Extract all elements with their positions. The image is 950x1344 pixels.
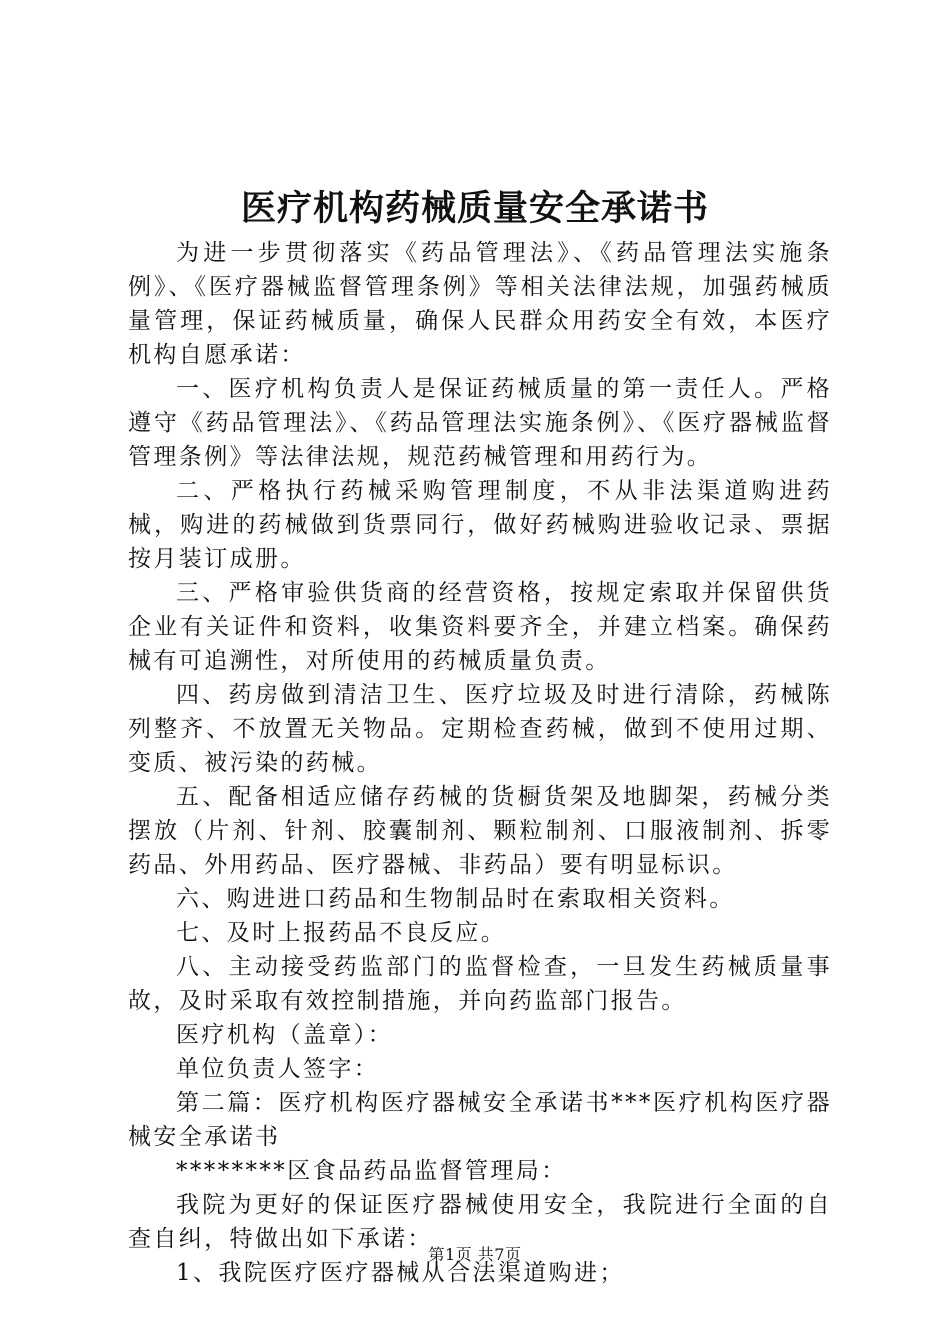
document-title: 医疗机构药械质量安全承诺书 [240,188,709,229]
document-body [128,236,832,1290]
paragraph-item-7: 七、及时上报药品不良反应。 [176,920,507,946]
paragraph-item-2: 二、严格执行药械采购管理制度，不从非法渠道购进药械，购进的药械做到货票同行，做好药械购进验收记录、票据按月装订成册。 [128,478,832,572]
page-number: 第1页 共7页 [428,1245,522,1264]
seal-line: 医疗机构（盖章）： [176,1022,394,1048]
paragraph-item-5: 五、配备相适应储存药械的货橱货架及地脚架，药械分类摆放（片剂、针剂、胶囊制剂、颗粒制剂、口服液制剂、拆零药品、外用药品、医疗器械、非药品）要有明显标识。 [128,784,832,878]
paragraph-intro: 为进一步贯彻落实《药品管理法》、《药品管理法实施条例》、《医疗器械监督管理条例》等相关法律法规，加强药械质量管理，保证药械质量，确保人民群众用药安全有效，本医疗机构自愿承诺： [128,240,832,368]
signature-line: 单位负责人签字： [176,1056,380,1082]
paragraph-item-1: 一、医疗机构负责人是保证药械质量的第一责任人。严格遵守《药品管理法》、《药品管理法实施条例》、《医疗器械监督管理条例》等法律法规，规范药械管理和用药行为。 [128,376,832,470]
paragraph-item-3: 三、严格审验供货商的经营资格，按规定索取并保留供货企业有关证件和资料，收集资料要齐全，并建立档案。确保药械有可追溯性，对所使用的药械质量负责。 [128,580,832,674]
paragraph-item-6: 六、购进进口药品和生物制品时在索取相关资料。 [176,886,735,912]
addressee-line: ********区食品药品监督管理局： [176,1158,567,1184]
second-chapter-heading: 第二篇：医疗机构医疗器械安全承诺书***医疗机构医疗器械安全承诺书 [128,1090,832,1150]
second-chapter-intro: 我院为更好的保证医疗器械使用安全，我院进行全面的自查自纠，特做出如下承诺： [128,1192,832,1252]
second-chapter-item-1: 1、我院医疗医疗器械从合法渠道购进； [176,1260,625,1286]
paragraph-item-4: 四、药房做到清洁卫生、医疗垃圾及时进行清除，药械陈列整齐、不放置无关物品。定期检查药械，做到不使用过期、变质、被污染的药械。 [128,682,832,776]
paragraph-item-8: 八、主动接受药监部门的监督检查，一旦发生药械质量事故，及时采取有效控制措施，并向药监部门报告。 [128,954,832,1014]
